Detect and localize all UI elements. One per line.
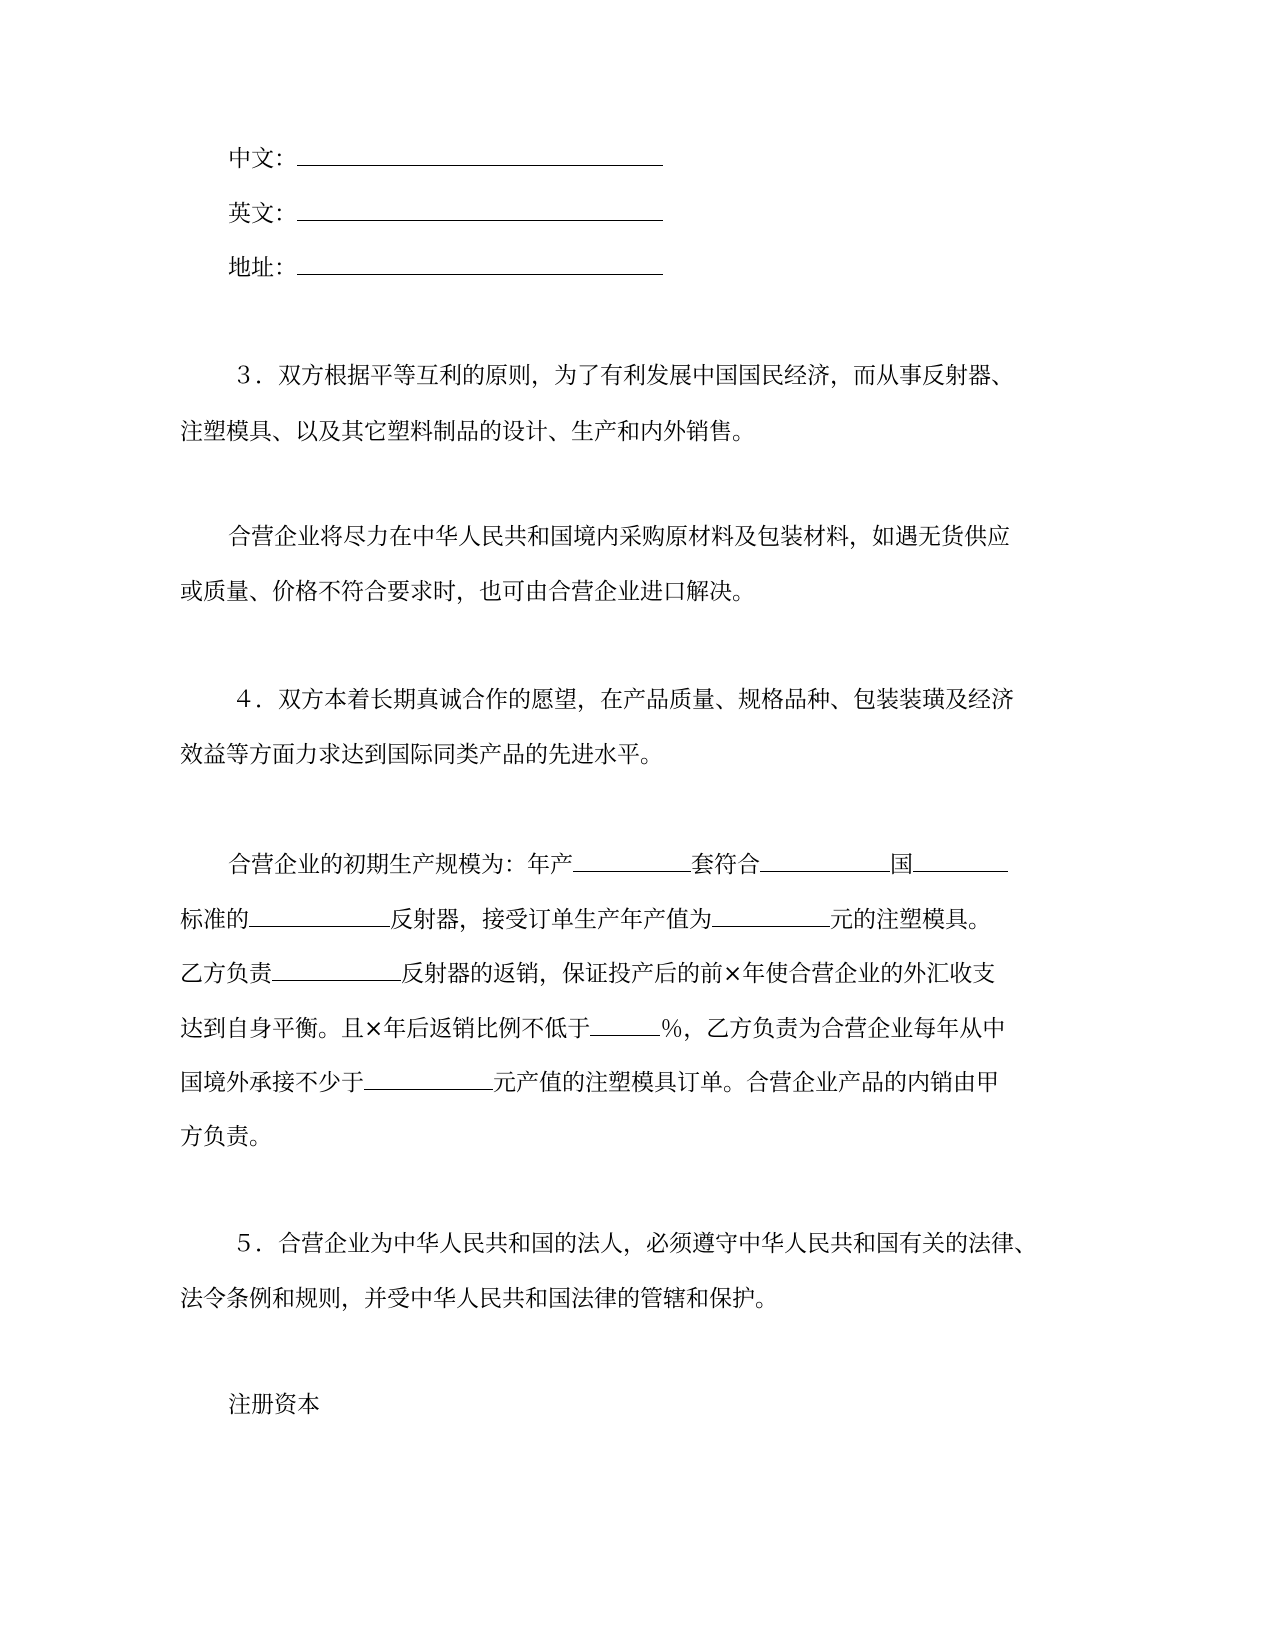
scale-l4-text-b: ％，乙方负责为合营企业每年从中 <box>660 1016 1006 1042</box>
scale-line3 <box>180 958 995 988</box>
order-value-blank <box>712 904 830 927</box>
field-row-english-name <box>228 198 663 228</box>
address-label: 地址： <box>228 255 297 281</box>
scale-l3-text-a: 乙方负责 <box>180 961 272 987</box>
scale-l2-text-c: 元的注塑模具。 <box>830 907 991 933</box>
reflector-spec-blank <box>249 904 390 927</box>
scale-l4-text-a: 达到自身平衡。且×年后返销比例不低于 <box>180 1016 591 1042</box>
scale-l1-text-b: 套符合 <box>691 852 760 878</box>
chinese-name-blank <box>297 143 663 166</box>
registered-capital-heading: 注册资本 <box>228 1392 320 1418</box>
procurement-line2: 或质量、价格不符合要求时，也可由合营企业进口解决。 <box>180 579 755 605</box>
article5-line2: 法令条例和规则，并受中华人民共和国法律的管辖和保护。 <box>180 1286 778 1312</box>
standard-name-blank <box>913 849 1008 872</box>
scale-l1-text-c: 国 <box>890 852 913 878</box>
scale-l2-text-a: 标准的 <box>180 907 249 933</box>
scale-line2 <box>180 904 991 934</box>
article3-line2: 注塑模具、以及其它塑料制品的设计、生产和内外销售。 <box>180 419 755 445</box>
article4-line1: ４．双方本着长期真诚合作的愿望，在产品质量、规格品种、包装装璜及经济 <box>232 687 1014 713</box>
article3-line1: ３．双方根据平等互利的原则，为了有利发展中国国民经济，而从事反射器、 <box>232 363 1014 389</box>
scale-l3-text-b: 反射器的返销，保证投产后的前×年使合营企业的外汇收支 <box>401 961 996 987</box>
scale-line1 <box>228 849 1008 879</box>
scale-l5-text-a: 国境外承接不少于 <box>180 1070 364 1096</box>
standard-country-blank <box>760 849 890 872</box>
annual-output-blank <box>573 849 691 872</box>
english-name-label: 英文： <box>228 201 297 227</box>
chinese-name-label: 中文： <box>228 146 297 172</box>
scale-line6: 方负责。 <box>180 1124 272 1150</box>
procurement-line1: 合营企业将尽力在中华人民共和国境内采购原材料及包装材料，如遇无货供应 <box>228 524 1010 550</box>
scale-l2-text-b: 反射器，接受订单生产年产值为 <box>390 907 712 933</box>
scale-line4 <box>180 1013 1005 1043</box>
overseas-orders-blank <box>364 1067 493 1090</box>
field-row-chinese-name <box>228 143 663 173</box>
article5-line1: ５．合营企业为中华人民共和国的法人，必须遵守中华人民共和国有关的法律、 <box>232 1231 1037 1257</box>
buyback-quantity-blank <box>272 958 401 981</box>
field-row-address <box>228 252 663 282</box>
scale-line5 <box>180 1067 999 1097</box>
address-blank <box>297 252 663 275</box>
buyback-percent-blank <box>590 1013 660 1036</box>
scale-l5-text-b: 元产值的注塑模具订单。合营企业产品的内销由甲 <box>493 1070 999 1096</box>
article4-line2: 效益等方面力求达到国际同类产品的先进水平。 <box>180 742 663 768</box>
english-name-blank <box>297 198 663 221</box>
scale-l1-text-a: 合营企业的初期生产规模为：年产 <box>228 852 573 878</box>
